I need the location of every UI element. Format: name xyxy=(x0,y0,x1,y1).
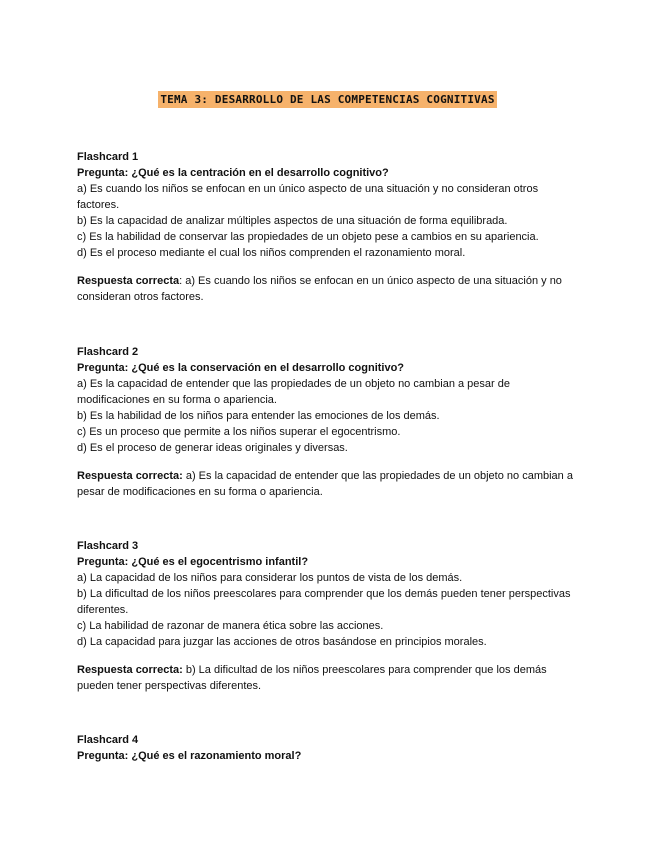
title-wrap xyxy=(0,90,655,108)
option-b: b) Es la capacidad de analizar múltiples aspectos de una situación de forma equilibrada. xyxy=(77,215,508,227)
flashcard-2 xyxy=(77,344,577,500)
option-a: a) Es cuando los niños se enfocan en un único aspecto de una situación y no consideran otros factores. xyxy=(77,183,539,211)
option-b: b) La dificultad de los niños preescolares para comprender que los demás pueden tener perspectivas diferentes. xyxy=(77,588,571,616)
flashcard-label: Flashcard 2 xyxy=(77,346,139,358)
flashcard-1 xyxy=(77,149,577,305)
option-c: c) Es un proceso que permite a los niños superar el egocentrismo. xyxy=(77,426,401,438)
correct-answer xyxy=(77,468,577,500)
answer-label: Respuesta correcta: xyxy=(77,664,183,676)
correct-answer xyxy=(77,662,577,694)
option-d: d) Es el proceso mediante el cual los niños comprenden el razonamiento moral. xyxy=(77,247,466,259)
option-a: a) Es la capacidad de entender que las propiedades de un objeto no cambian a pesar de modificaciones en su forma o apariencia. xyxy=(77,378,510,406)
answer-label: Respuesta correcta xyxy=(77,275,180,287)
answer-text: a) Es la capacidad de entender que las propiedades de un objeto no cambian a pesar de modificaciones en su forma o apariencia. xyxy=(77,470,573,498)
flashcard-label: Flashcard 1 xyxy=(77,151,139,163)
option-a: a) La capacidad de los niños para considerar los puntos de vista de los demás. xyxy=(77,572,463,584)
flashcard-4 xyxy=(77,732,577,764)
flashcard-question: Pregunta: ¿Qué es la centración en el desarrollo cognitivo? xyxy=(77,167,389,179)
flashcard-question: Pregunta: ¿Qué es el razonamiento moral? xyxy=(77,750,302,762)
correct-answer xyxy=(77,273,577,305)
option-d: d) Es el proceso de generar ideas originales y diversas. xyxy=(77,442,348,454)
page-title: TEMA 3: DESARROLLO DE LAS COMPETENCIAS COGNITIVAS xyxy=(160,93,495,106)
answer-label: Respuesta correcta: xyxy=(77,470,183,482)
flashcard-question: Pregunta: ¿Qué es la conservación en el desarrollo cognitivo? xyxy=(77,362,405,374)
answer-text: b) La dificultad de los niños preescolares para comprender que los demás pueden tener perspectivas diferentes. xyxy=(77,664,547,692)
flashcard-question: Pregunta: ¿Qué es el egocentrismo infantil? xyxy=(77,556,309,568)
answer-text: : a) Es cuando los niños se enfocan en un único aspecto de una situación y no consideran otros factores. xyxy=(77,275,562,303)
option-b: b) Es la habilidad de los niños para entender las emociones de los demás. xyxy=(77,410,440,422)
flashcard-label: Flashcard 3 xyxy=(77,540,139,552)
option-d: d) La capacidad para juzgar las acciones de otros basándose en principios morales. xyxy=(77,636,487,648)
flashcard-label: Flashcard 4 xyxy=(77,734,139,746)
option-c: c) La habilidad de razonar de manera ética sobre las acciones. xyxy=(77,620,384,632)
flashcard-3 xyxy=(77,538,577,694)
option-c: c) Es la habilidad de conservar las propiedades de un objeto pese a cambios en su apariencia. xyxy=(77,231,539,243)
